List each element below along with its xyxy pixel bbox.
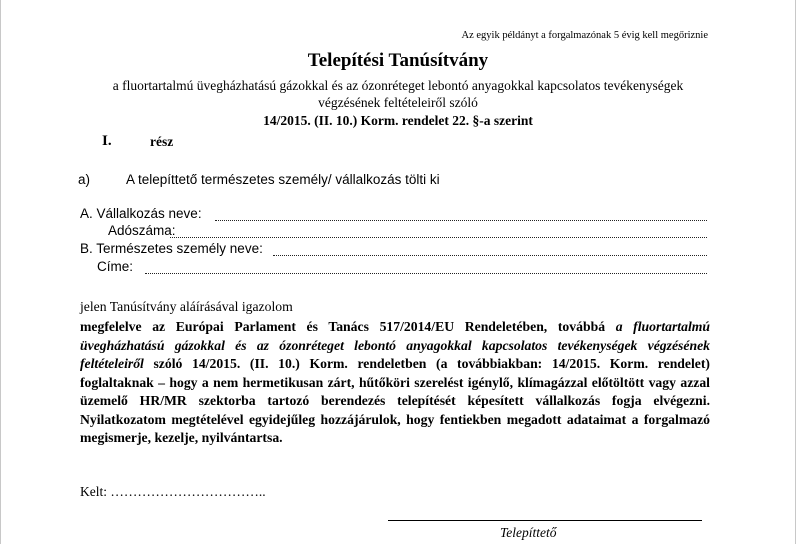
signature-line[interactable] [388, 520, 702, 521]
subtitle-line-1: a fluortartalmú üvegházhatású gázokkal és az ózonréteget lebontó anyagokkal kapcsolatos tevékenységek [112, 78, 684, 93]
company-name-label: A. Vállalkozás neve: [80, 206, 202, 221]
statement-italic-title: a fluortartalmú üvegházhatású gázokkal és az ózonréteget lebontó anyagokkal kapcsolatos tevékenységek végzésének feltételeiről [80, 319, 711, 371]
company-name-field[interactable] [215, 220, 707, 221]
subtitle-line-2: végzésének feltételeiről szóló [318, 95, 478, 110]
retention-note: Az egyik példányt a forgalmazónak 5 évig kell megőriznie [461, 30, 708, 41]
statement-intro: jelen Tanúsítvány aláírásával igazolom [80, 299, 293, 314]
statement-paragraph-2: Nyilatkozatom megtételével egyidejűleg hozzájárulok, hogy fentiekben megadott adataimat a forgalmazó megismerje, kezelje, nyilvántartsa. [80, 411, 710, 445]
statement-text-a: megfelelve az Európai Parlament és Tanács 517/2014/EU Rendeletében, továbbá [80, 319, 616, 334]
section-a-marker: a) [78, 172, 91, 187]
statement-text-b: szóló 14/2015. (II. 10.) Korm. rendeletben (a továbbiakban: 14/2015. Korm. rendelet) foglaltaknak – hogy a nem hermetikusan zárt, hűtőköri szerelést igénylő, klímagázzal előtöltött vagy azzal üzemelő HR/MR szektorba tartozó berendezés telepítését képesített vállalkozás fogja elvégezni. [80, 356, 710, 408]
statement-paragraph-1 [80, 318, 710, 411]
address-label: Címe: [97, 259, 134, 274]
document-title: Telepítési Tanúsítvány [307, 50, 489, 71]
part-label: rész [150, 134, 174, 149]
signature-label: Telepíttető [500, 525, 557, 540]
tax-number-field[interactable] [170, 237, 707, 238]
statement-body [80, 318, 710, 448]
date-place-field[interactable]: Kelt: …………………………….. [80, 484, 266, 499]
person-name-field[interactable] [273, 255, 707, 256]
address-field[interactable] [145, 273, 707, 274]
regulation-reference: 14/2015. (II. 10.) Korm. rendelet 22. §-a szerint [263, 113, 533, 128]
tax-number-label: Adószáma: [108, 223, 176, 238]
part-number: I. [102, 133, 112, 149]
section-a-heading: A telepíttető természetes személy/ vállalkozás tölti ki [126, 172, 440, 187]
person-name-label: B. Természetes személy neve: [80, 241, 263, 256]
